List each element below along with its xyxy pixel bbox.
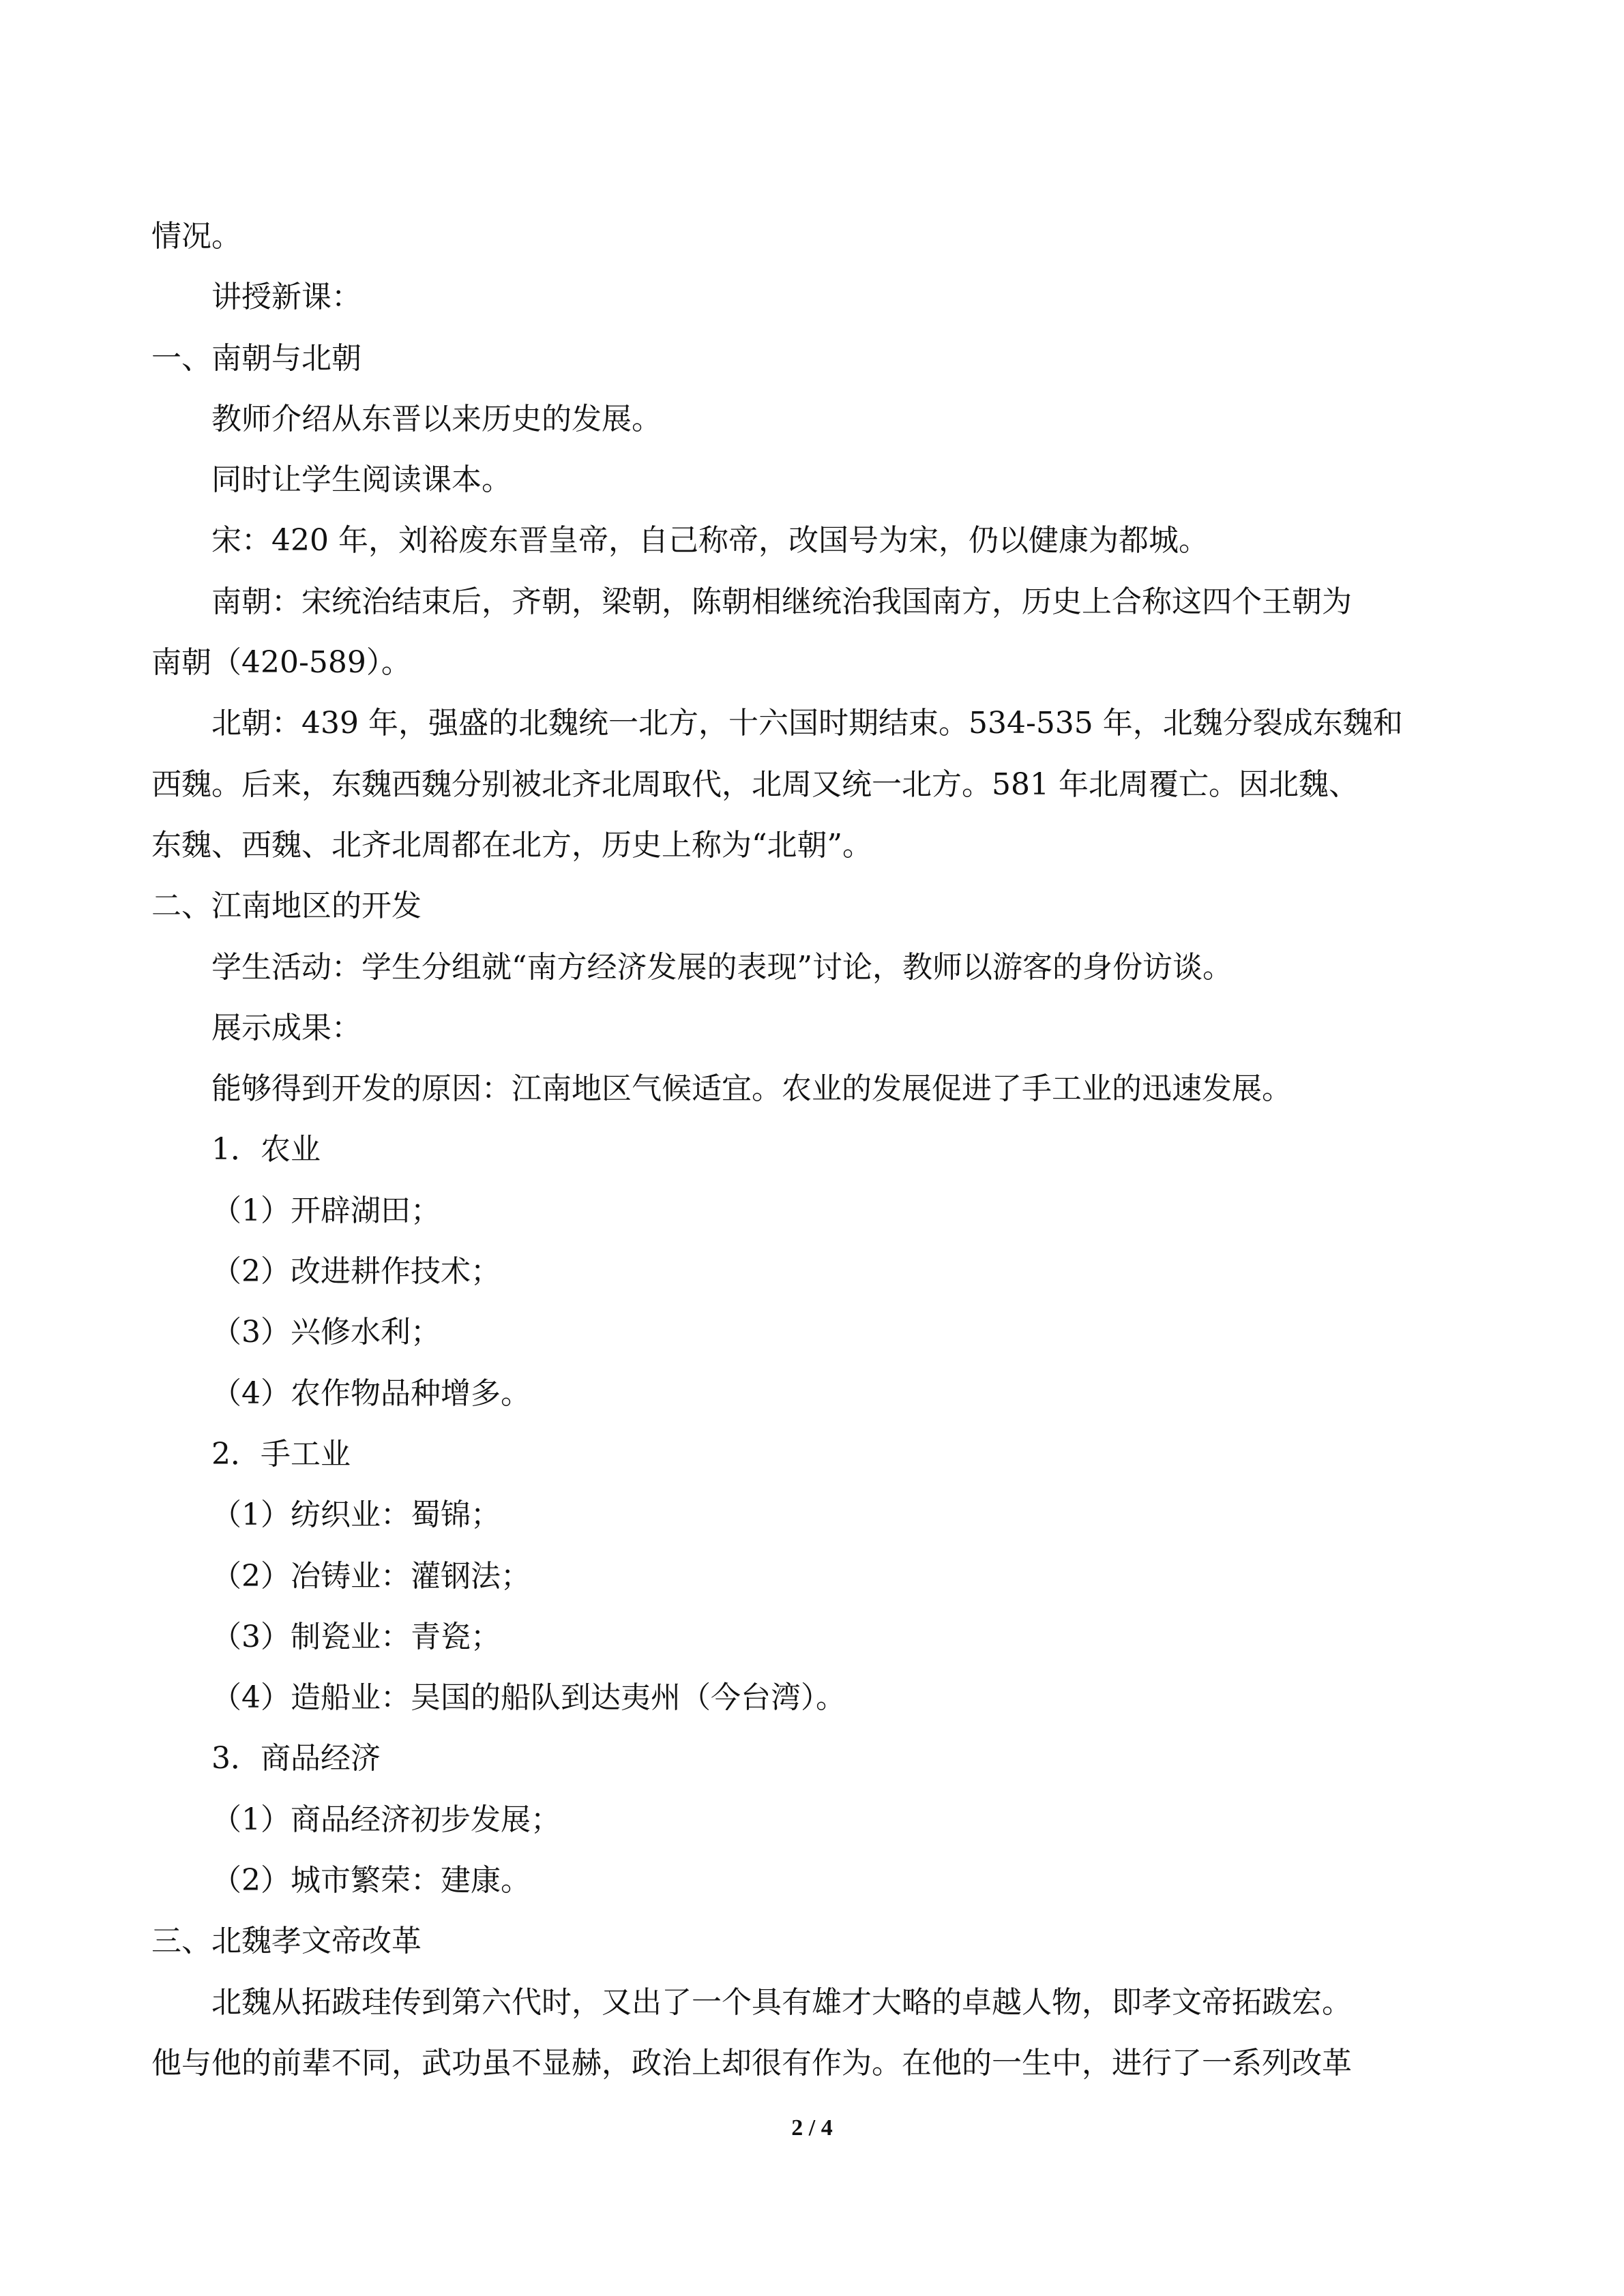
text-line: 北魏从拓跋珪传到第六代时，又出了一个具有雄才大略的卓越人物，即孝文帝拓跋宏。 (211, 1984, 1352, 2020)
section-heading: 三、北魏孝文帝改革 (151, 1924, 422, 1959)
section-heading: 一、南朝与北朝 (151, 340, 361, 376)
text-line: 南朝：宋统治结束后，齐朝，梁朝，陈朝相继统治我国南方，历史上合称这四个王朝为 (211, 584, 1352, 619)
text-line: （4）造船业：吴国的船队到达夷州（今台湾）。 (211, 1680, 846, 1716)
page-number: 2 / 4 (791, 2115, 833, 2141)
text-line: （4）农作物品种增多。 (211, 1375, 531, 1411)
text-line: 讲授新课： (211, 280, 361, 315)
section-heading: 二、江南地区的开发 (151, 889, 422, 924)
text-line: （3）制瓷业：青瓷； (211, 1619, 501, 1654)
text-line: 西魏。后来，东魏西魏分别被北齐北周取代，北周又统一北方。581 年北周覆亡。因北魏、 (151, 766, 1359, 802)
text-line: 他与他的前辈不同，武功虽不显赫，政治上却很有作为。在他的一生中，进行了一系列改革 (151, 2045, 1352, 2081)
text-line: 能够得到开发的原因：江南地区气候适宜。农业的发展促进了手工业的迅速发展。 (211, 1071, 1292, 1107)
text-line: 2．手工业 (211, 1436, 351, 1472)
text-line: （1）商品经济初步发展； (211, 1802, 561, 1837)
text-line: 宋：420 年，刘裕废东晋皇帝，自己称帝，改国号为宋，仍以健康为都城。 (211, 523, 1209, 558)
text-line: 学生活动：学生分组就“南方经济发展的表现”讨论，教师以游客的身份访谈。 (211, 949, 1232, 985)
text-line: （1）开辟湖田； (211, 1193, 441, 1228)
text-line: 东魏、西魏、北齐北周都在北方，历史上称为“北朝”。 (151, 827, 872, 863)
text-line: （2）城市繁荣：建康。 (211, 1863, 531, 1898)
text-line: 同时让学生阅读课本。 (211, 462, 512, 498)
text-line: 教师介绍从东晋以来历史的发展。 (211, 401, 662, 436)
text-line: 南朝（420-589）。 (151, 645, 411, 681)
text-line: （1）纺织业：蜀锦； (211, 1497, 501, 1533)
text-line: 北朝：439 年，强盛的北魏统一北方，十六国时期结束。534-535 年，北魏分裂成东魏和 (211, 706, 1403, 741)
text-line: 展示成果： (211, 1010, 361, 1045)
document-body (151, 206, 1481, 2093)
text-line: （3）兴修水利； (211, 1315, 441, 1350)
text-line: （2）冶铸业：灌钢法； (211, 1558, 531, 1594)
text-line: 1．农业 (211, 1132, 321, 1167)
text-line: （2）改进耕作技术； (211, 1254, 501, 1289)
text-line: 情况。 (151, 219, 241, 254)
text-line: 3．商品经济 (211, 1741, 381, 1776)
